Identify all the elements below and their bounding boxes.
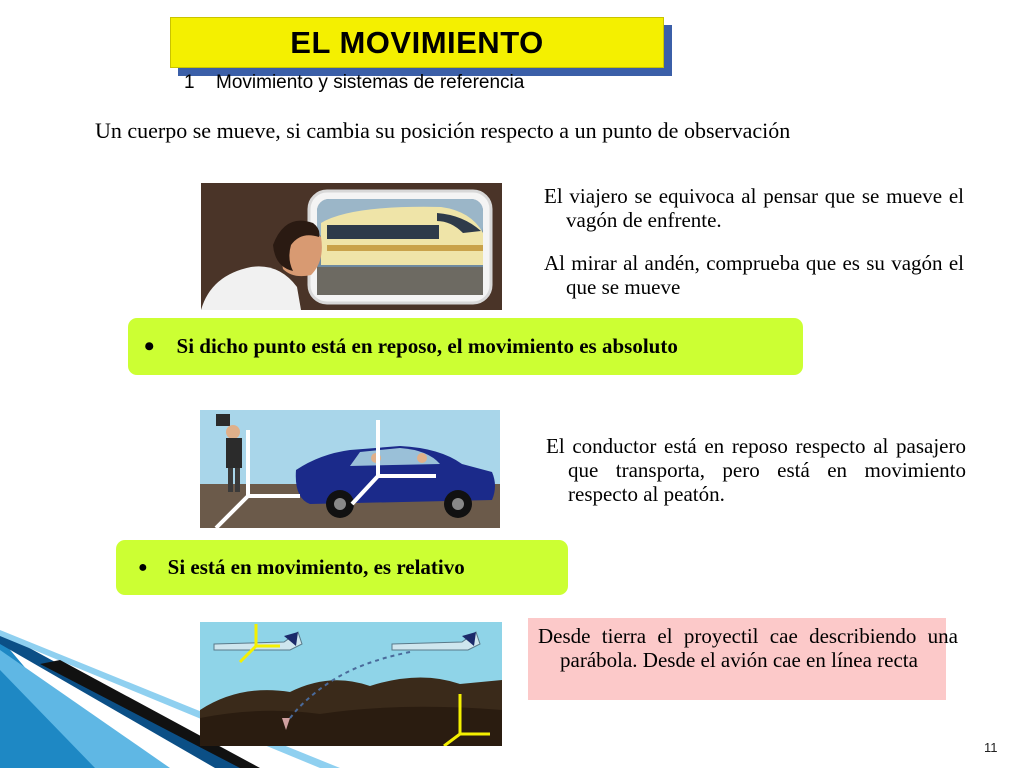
car-illustration [200,410,500,528]
plane-projectile-illustration [200,622,502,746]
paragraph-driver-rest: El conductor está en reposo respecto al pasajero que transporta, pero está en movimiento respecto al peatón. [546,434,966,506]
paragraph-traveler-error: El viajero se equivoca al pensar que se mueve el vagón de enfrente. [544,184,964,232]
highlight-relative-motion [116,540,568,595]
highlight-absolute-text: Si dicho punto está en reposo, el movimiento es absoluto [176,334,678,358]
section-title: Movimiento y sistemas de referencia [216,72,525,93]
bullet-icon: ● [138,558,148,576]
intro-text: Un cuerpo se mueve, si cambia su posición respecto a un punto de observación [95,118,791,143]
highlight-relative-text: Si está en movimiento, es relativo [167,555,465,579]
page-number: 11 [984,740,998,755]
highlight-absolute-motion [128,318,803,375]
page-title: EL MOVIMIENTO [290,24,544,60]
paragraph-platform-check: Al mirar al andén, comprueba que es su vagón el que se mueve [544,251,964,299]
title-banner [170,17,664,68]
section-number: 1 [184,72,195,93]
bullet-icon: • [144,329,155,363]
train-illustration [201,183,502,310]
section-heading [184,72,524,94]
paragraph-projectile: Desde tierra el proyectil cae describiendo una parábola. Desde el avión cae en línea recta [538,624,958,672]
